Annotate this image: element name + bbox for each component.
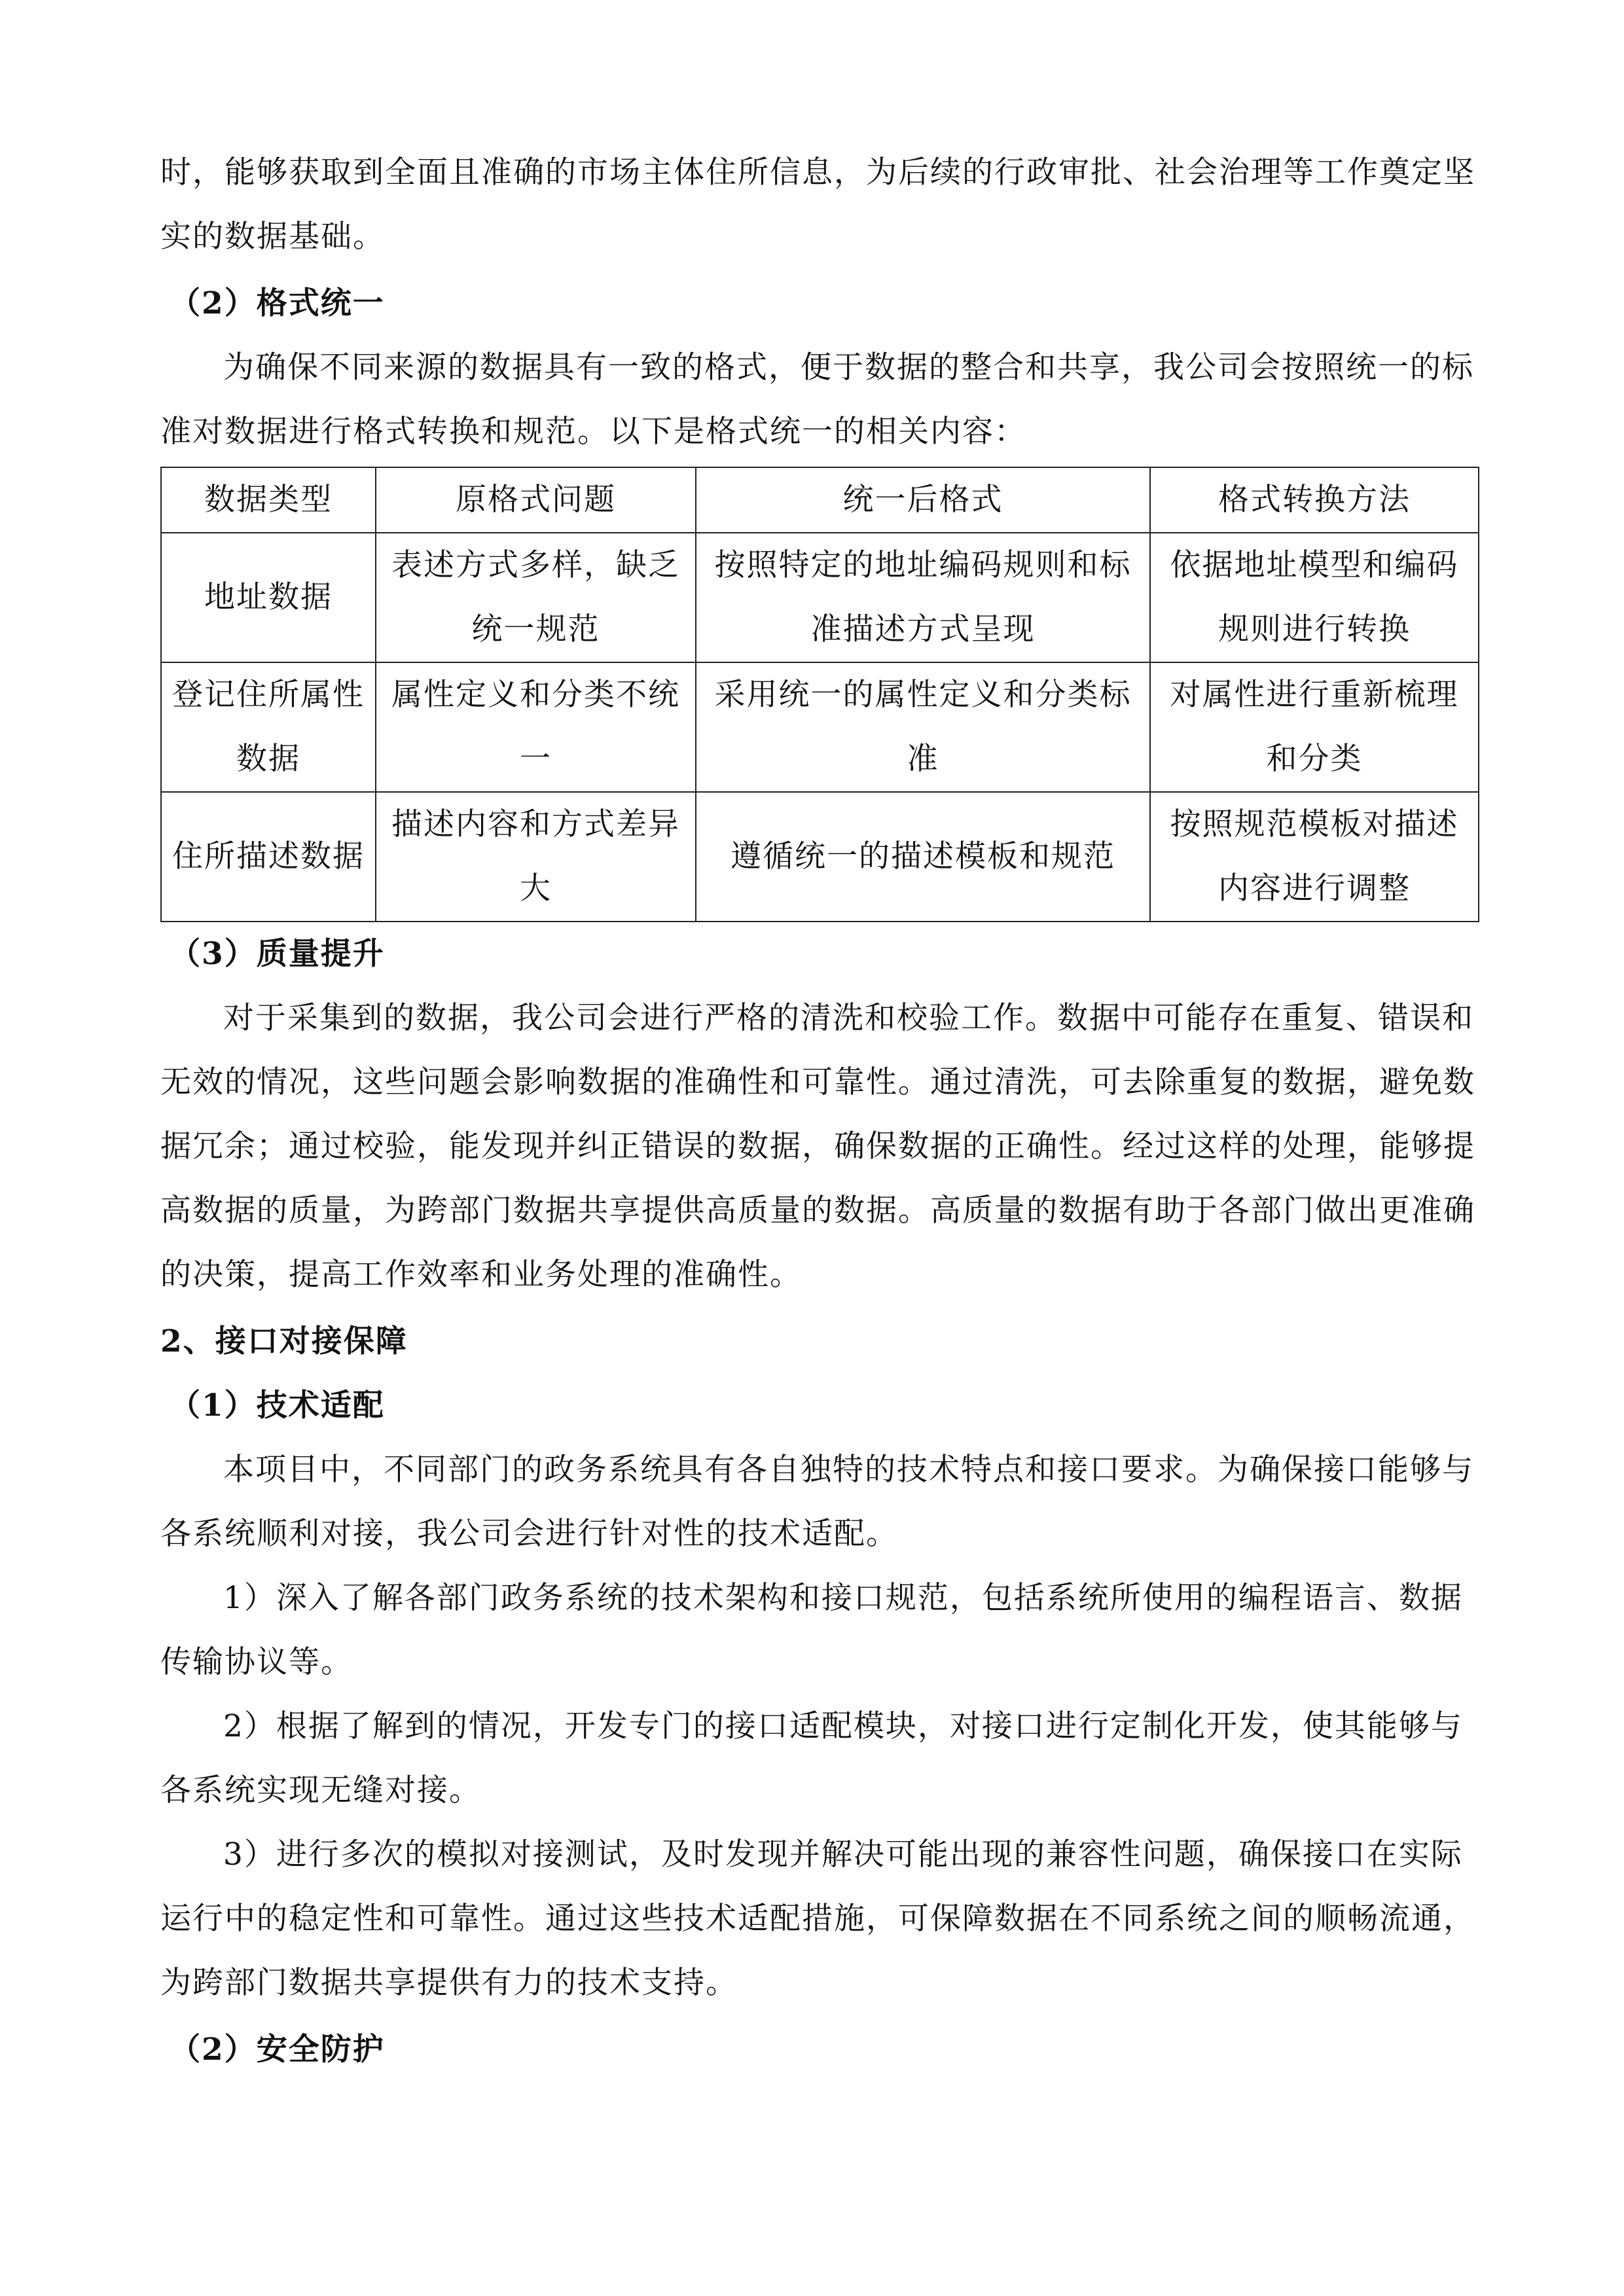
paragraph-step-1: 1）深入了解各部门政务系统的技术架构和接口规范，包括系统所使用的编程语言、数据传输协议等。 bbox=[160, 1580, 1463, 1680]
paragraph-continuation: 时，能够获取到全面且准确的市场主体住所信息，为后续的行政审批、社会治理等工作奠定坚实的数据基础。 bbox=[160, 154, 1475, 255]
table-cell: 属性定义和分类不统一 bbox=[376, 662, 696, 792]
table-cell: 登记住所属性数据 bbox=[161, 662, 376, 792]
table-cell: 依据地址模型和编码规则进行转换 bbox=[1150, 533, 1479, 662]
paragraph-format-intro: 为确保不同来源的数据具有一致的格式，便于数据的整合和共享，我公司会按照统一的标准对数据进行格式转换和规范。以下是格式统一的相关内容： bbox=[160, 350, 1474, 450]
table-row bbox=[161, 662, 1479, 792]
table-cell: 住所描述数据 bbox=[161, 792, 376, 922]
heading-tech-adaptation: （1）技术适配 bbox=[170, 1388, 385, 1424]
paragraph-step-3: 3）进行多次的模拟对接测试，及时发现并解决可能出现的兼容性问题，确保接口在实际运行中的稳定性和可靠性。通过这些技术适配措施，可保障数据在不同系统之间的顺畅流通，为跨部门数据共享提供有力的技术支持。 bbox=[160, 1837, 1475, 2001]
table-cell: 按照规范模板对描述内容进行调整 bbox=[1150, 792, 1479, 922]
table-cell: 遵循统一的描述模板和规范 bbox=[696, 792, 1150, 922]
format-table bbox=[160, 467, 1479, 922]
paragraph-tech-intro: 本项目中，不同部门的政务系统具有各自独特的技术特点和接口要求。为确保接口能够与各系统顺利对接，我公司会进行针对性的技术适配。 bbox=[160, 1452, 1474, 1552]
document-page bbox=[160, 141, 1478, 2082]
table-cell: 表述方式多样，缺乏统一规范 bbox=[376, 533, 696, 662]
table-row bbox=[161, 533, 1479, 662]
table-cell: 描述内容和方式差异大 bbox=[376, 792, 696, 922]
heading-quality-improvement: （3）质量提升 bbox=[170, 936, 385, 972]
table-cell: 采用统一的属性定义和分类标准 bbox=[696, 662, 1150, 792]
table-cell: 对属性进行重新梳理和分类 bbox=[1150, 662, 1479, 792]
table-header-cell: 数据类型 bbox=[161, 467, 376, 533]
table-header-cell: 原格式问题 bbox=[376, 467, 696, 533]
table-header-cell: 统一后格式 bbox=[696, 467, 1150, 533]
heading-interface-guarantee: 2、接口对接保障 bbox=[160, 1323, 408, 1359]
table-header-row bbox=[161, 467, 1479, 533]
heading-security-protection: （2）安全防护 bbox=[170, 2032, 385, 2068]
table-row bbox=[161, 792, 1479, 922]
paragraph-quality: 对于采集到的数据，我公司会进行严格的清洗和校验工作。数据中可能存在重复、错误和无效的情况，这些问题会影响数据的准确性和可靠性。通过清洗，可去除重复的数据，避免数据冗余；通过校验，能发现并纠正错误的数据，确保数据的正确性。经过这样的处理，能够提高数据的质量，为跨部门数据共享提供高质量的数据。高质量的数据有助于各部门做出更准确的决策，提高工作效率和业务处理的准确性。 bbox=[160, 1000, 1475, 1293]
paragraph-step-2: 2）根据了解到的情况，开发专门的接口适配模块，对接口进行定制化开发，使其能够与各系统实现无缝对接。 bbox=[160, 1708, 1463, 1808]
table-header-cell: 格式转换方法 bbox=[1150, 467, 1479, 533]
table-cell: 地址数据 bbox=[161, 533, 376, 662]
table-cell: 按照特定的地址编码规则和标准描述方式呈现 bbox=[696, 533, 1150, 662]
heading-format-unification: （2）格式统一 bbox=[170, 285, 385, 321]
